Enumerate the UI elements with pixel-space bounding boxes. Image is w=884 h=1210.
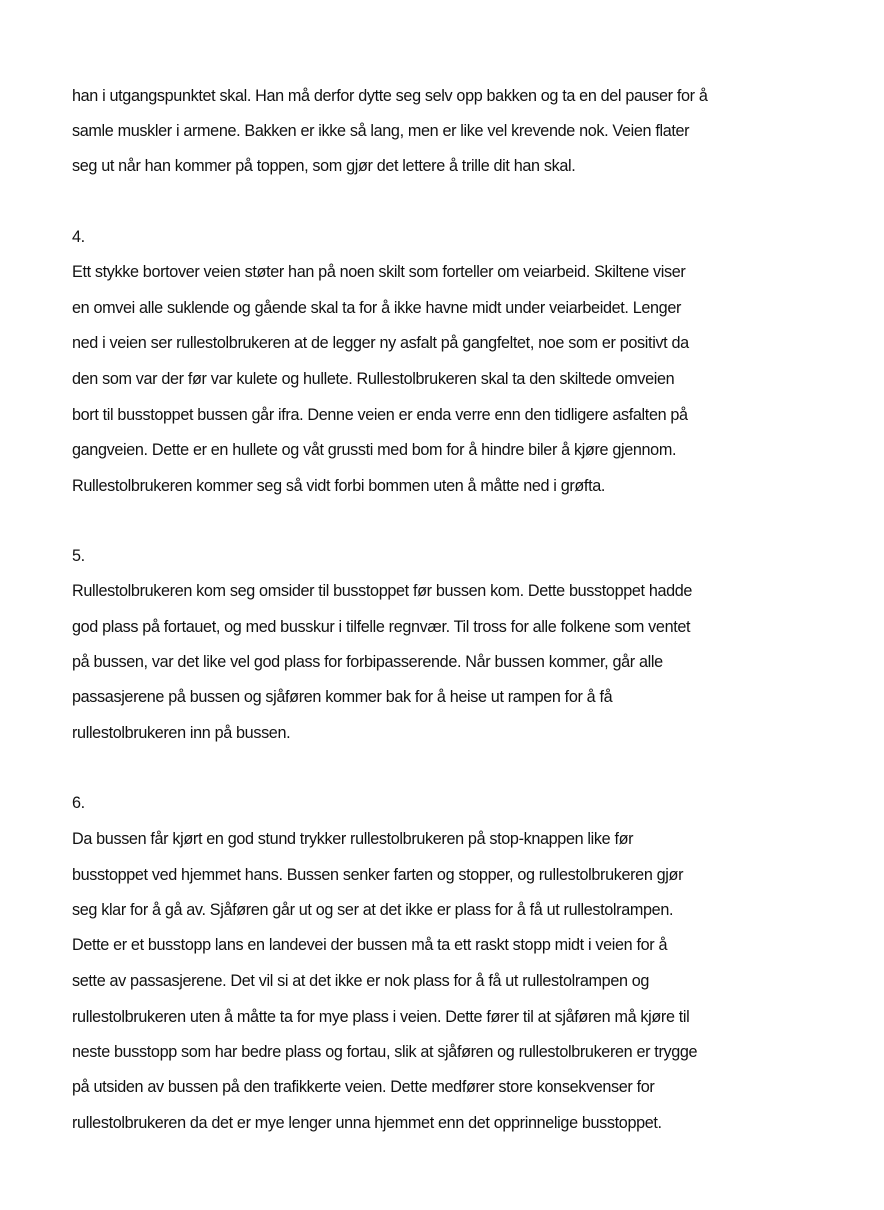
text-line: rullestolbrukeren inn på bussen. [72,724,291,742]
text-line: gangveien. Dette er en hullete og våt grussti med bom for å hindre biler å kjøre gjennom. [72,441,677,459]
section-number: 5. [72,547,85,565]
text-line: rullestolbrukeren uten å måtte ta for mye plass i veien. Dette fører til at sjåføren må kjøre til [72,1008,690,1026]
text-line: busstoppet ved hjemmet hans. Bussen senker farten og stopper, og rullestolbrukeren gjør [72,866,684,884]
text-line: på bussen, var det like vel god plass for forbipasserende. Når bussen kommer, går alle [72,653,663,671]
text-line: en omvei alle suklende og gående skal ta for å ikke havne midt under veiarbeidet. Lenger [72,299,682,317]
text-line: bort til busstoppet bussen går ifra. Denne veien er enda verre enn den tidligere asfalten på [72,406,688,424]
text-line: neste busstopp som har bedre plass og fortau, slik at sjåføren og rullestolbrukeren er trygge [72,1043,698,1061]
text-line: seg ut når han kommer på toppen, som gjør det lettere å trille dit han skal. [72,157,576,175]
text-line: Rullestolbrukeren kom seg omsider til busstoppet før bussen kom. Dette busstoppet hadde [72,582,693,600]
text-line: på utsiden av bussen på den trafikkerte veien. Dette medfører store konsekvenser for [72,1078,655,1096]
text-line: rullestolbrukeren da det er mye lenger unna hjemmet enn det opprinnelige busstoppet. [72,1114,662,1132]
text-line: han i utgangspunktet skal. Han må derfor dytte seg selv opp bakken og ta en del pauser for å [72,87,708,105]
text-line: Ett stykke bortover veien støter han på noen skilt som forteller om veiarbeid. Skiltene viser [72,263,686,281]
text-line: passasjerene på bussen og sjåføren kommer bak for å heise ut rampen for å få [72,688,613,706]
text-line: sette av passasjerene. Det vil si at det ikke er nok plass for å få ut rullestolrampen og [72,972,650,990]
text-line: god plass på fortauet, og med busskur i tilfelle regnvær. Til tross for alle folkene som ventet [72,618,691,636]
text-line: den som var der før var kulete og hullete. Rullestolbrukeren skal ta den skiltede omveien [72,370,675,388]
text-line: seg klar for å gå av. Sjåføren går ut og ser at det ikke er plass for å få ut rullestolrampen. [72,901,674,919]
section-number: 4. [72,228,85,246]
section-number: 6. [72,794,85,812]
text-line: Da bussen får kjørt en god stund trykker rullestolbrukeren på stop-knappen like før [72,830,634,848]
text-line: Rullestolbrukeren kommer seg så vidt forbi bommen uten å måtte ned i grøfta. [72,477,606,495]
text-line: ned i veien ser rullestolbrukeren at de legger ny asfalt på gangfeltet, noe som er positivt da [72,334,689,352]
text-line: samle muskler i armene. Bakken er ikke så lang, men er like vel krevende nok. Veien flater [72,122,690,140]
text-line: Dette er et busstopp lans en landevei der bussen må ta ett raskt stopp midt i veien for å [72,936,668,954]
